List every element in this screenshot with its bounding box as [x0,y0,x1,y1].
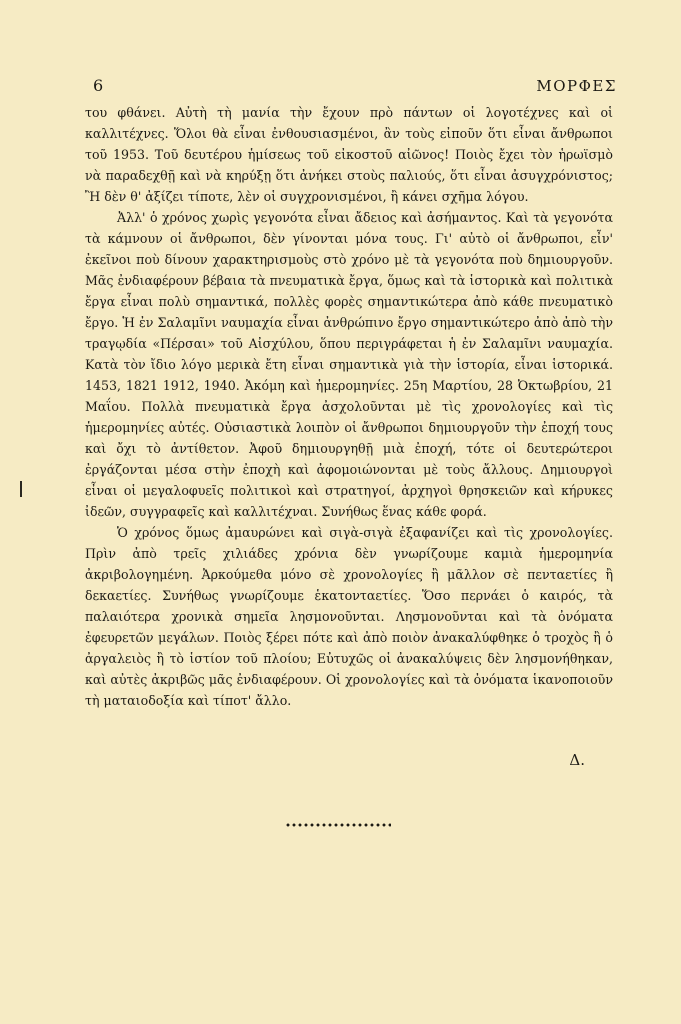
page-number: 6 [93,76,104,95]
running-head: ΜΟΡΦΕΣ [536,77,617,95]
paragraph-3: Ὁ χρόνος ὅμως ἀμαυρώνει καὶ σιγὰ-σιγὰ ἐξαφανίζει καὶ τὶς χρονολογίες. Πρὶν ἀπὸ τρεῖς χιλιάδες χρόνια δὲν γνωρίζουμε καμιὰ ἡμερομηνία ἀκριβολογημένη. Ἀρκούμεθα μόνο σὲ χρονολογίες ἢ μᾶλλον σὲ πενταετίες ἢ δεκαετίες. Συνήθως γνωρίζουμε ἑκατονταετίες. Ὅσο περνάει ὁ καιρός, τὰ παλαιότερα χρονικὰ σημεῖα λησμονοῦνται. Λησμονοῦνται καὶ τὰ ὀνόματα ἐφευρετῶν μεγάλων. Ποιὸς ξέρει πότε καὶ ἀπὸ ποιὸν ἀνακαλύφθηκε ὁ τροχὸς ἢ ὁ ἀργαλειὸς ἢ τὸ ἱστίον τοῦ πλοίου; Εὐτυχῶς οἱ ἀνακαλύψεις δὲν λησμονήθηκαν, καὶ αὐτὲς ἀκριβῶς μᾶς ἐνδιαφέρουν. Οἱ χρονολογίες καὶ τὰ ὀνόματα ἱκανοποιοῦν τὴ ματαιοδοξία καὶ τίποτ' ἄλλο. [85,525,613,708]
author-signature: Δ. [569,751,585,769]
paragraph-1: του φθάνει. Αὐτὴ τὴ μανία τὴν ἔχουν πρὸ πάντων οἱ λογοτέχνες καὶ οἱ καλλιτέχνες. Ὅλοι θὰ εἶναι ἐνθουσιασμένοι, ἂν τοὺς εἰποῦν ὅτι εἶναι ἄνθρωποι τοῦ 1953. Τοῦ δευτέρου ἡμίσεως τοῦ εἰκοστοῦ αἰῶνος! Ποιὸς ἔχει τὸν ἡρωϊσμὸ νὰ παραδεχθῇ καὶ νὰ κηρύξῃ ὅτι ἀνήκει στοὺς παλιούς, ὅτι εἶναι ἀσυγχρόνιστος; Ἢ δὲν θ' ἀξίζει τίποτε, λὲν οἱ συγχρονισμένοι, ἢ κάνει σχῆμα λόγου. [85,105,613,204]
margin-mark [20,481,22,497]
article-body [85,102,613,711]
dotted-separator [285,822,391,828]
paragraph-2: Ἀλλ' ὁ χρόνος χωρὶς γεγονότα εἶναι ἄδειος καὶ ἀσήμαντος. Καὶ τὰ γεγονότα τὰ κάμνουν οἱ ἄνθρωποι, δὲν γίνονται μόνα τους. Γι' αὐτὸ οἱ ἄνθρωποι, εἶν' ἐκεῖνοι ποὺ δίνουν χαρακτηρισμοὺς στὸ χρόνο μὲ τὰ γεγονότα ποὺ δημιουργοῦν. Μᾶς ἐνδιαφέρουν βέβαια τὰ πνευματικὰ ἔργα, ὅμως καὶ τὰ ἱστορικὰ καὶ πολιτικὰ ἔργα εἶναι πολὺ σημαντικά, πολλὲς φορὲς σημαντικώτερα ἀπὸ κάθε πνευματικὸ ἔργο. Ἡ ἐν Σαλαμῖνι ναυμαχία εἶναι ἀνθρώπινο ἔργο σημαντικώτερο ἀπὸ ἀπὸ τὴν τραγῳδία «Πέρσαι» τοῦ Αἰσχύλου, ὅπου περιγράφεται ἡ ἐν Σαλαμῖνι ναυμαχία. Κατὰ τὸν ἴδιο λόγο μερικὰ ἔτη εἶναι σημαντικὰ γιὰ τὴν ἱστορία, εἶναι ἱστορικά. 1453, 1821 1912, 1940. Ἀκόμη καὶ ἡμερομηνίες. 25η Μαρτίου, 28 Ὀκτωβρίου, 21 Μαΐου. Πολλὰ πνευματικὰ ἔργα ἀσχολοῦνται μὲ τὶς χρονολογίες καὶ τὶς ἡμερομηνίες αὐτές. Οὐσιαστικὰ λοιπὸν οἱ ἄνθρωποι δημιουργοῦν τὴν ἐποχή τους καὶ ὄχι τὸ ἀντίθετον. Ἀφοῦ δημιουργηθῇ μιὰ ἐποχή, τότε οἱ δευτερώτεροι ἐργάζονται μέσα στὴν ἐποχὴ καὶ ἀφομοιώνονται μὲ τοὺς ἄλλους. Δημιουργοὶ εἶναι οἱ μεγαλοφυεῖς πολιτικοὶ καὶ στρατηγοί, ἀρχηγοὶ θρησκειῶν καὶ κήρυκες ἰδεῶν, συγγραφεῖς καὶ καλλιτέχναι. Συνήθως ἕνας κάθε φορά. [85,210,613,519]
